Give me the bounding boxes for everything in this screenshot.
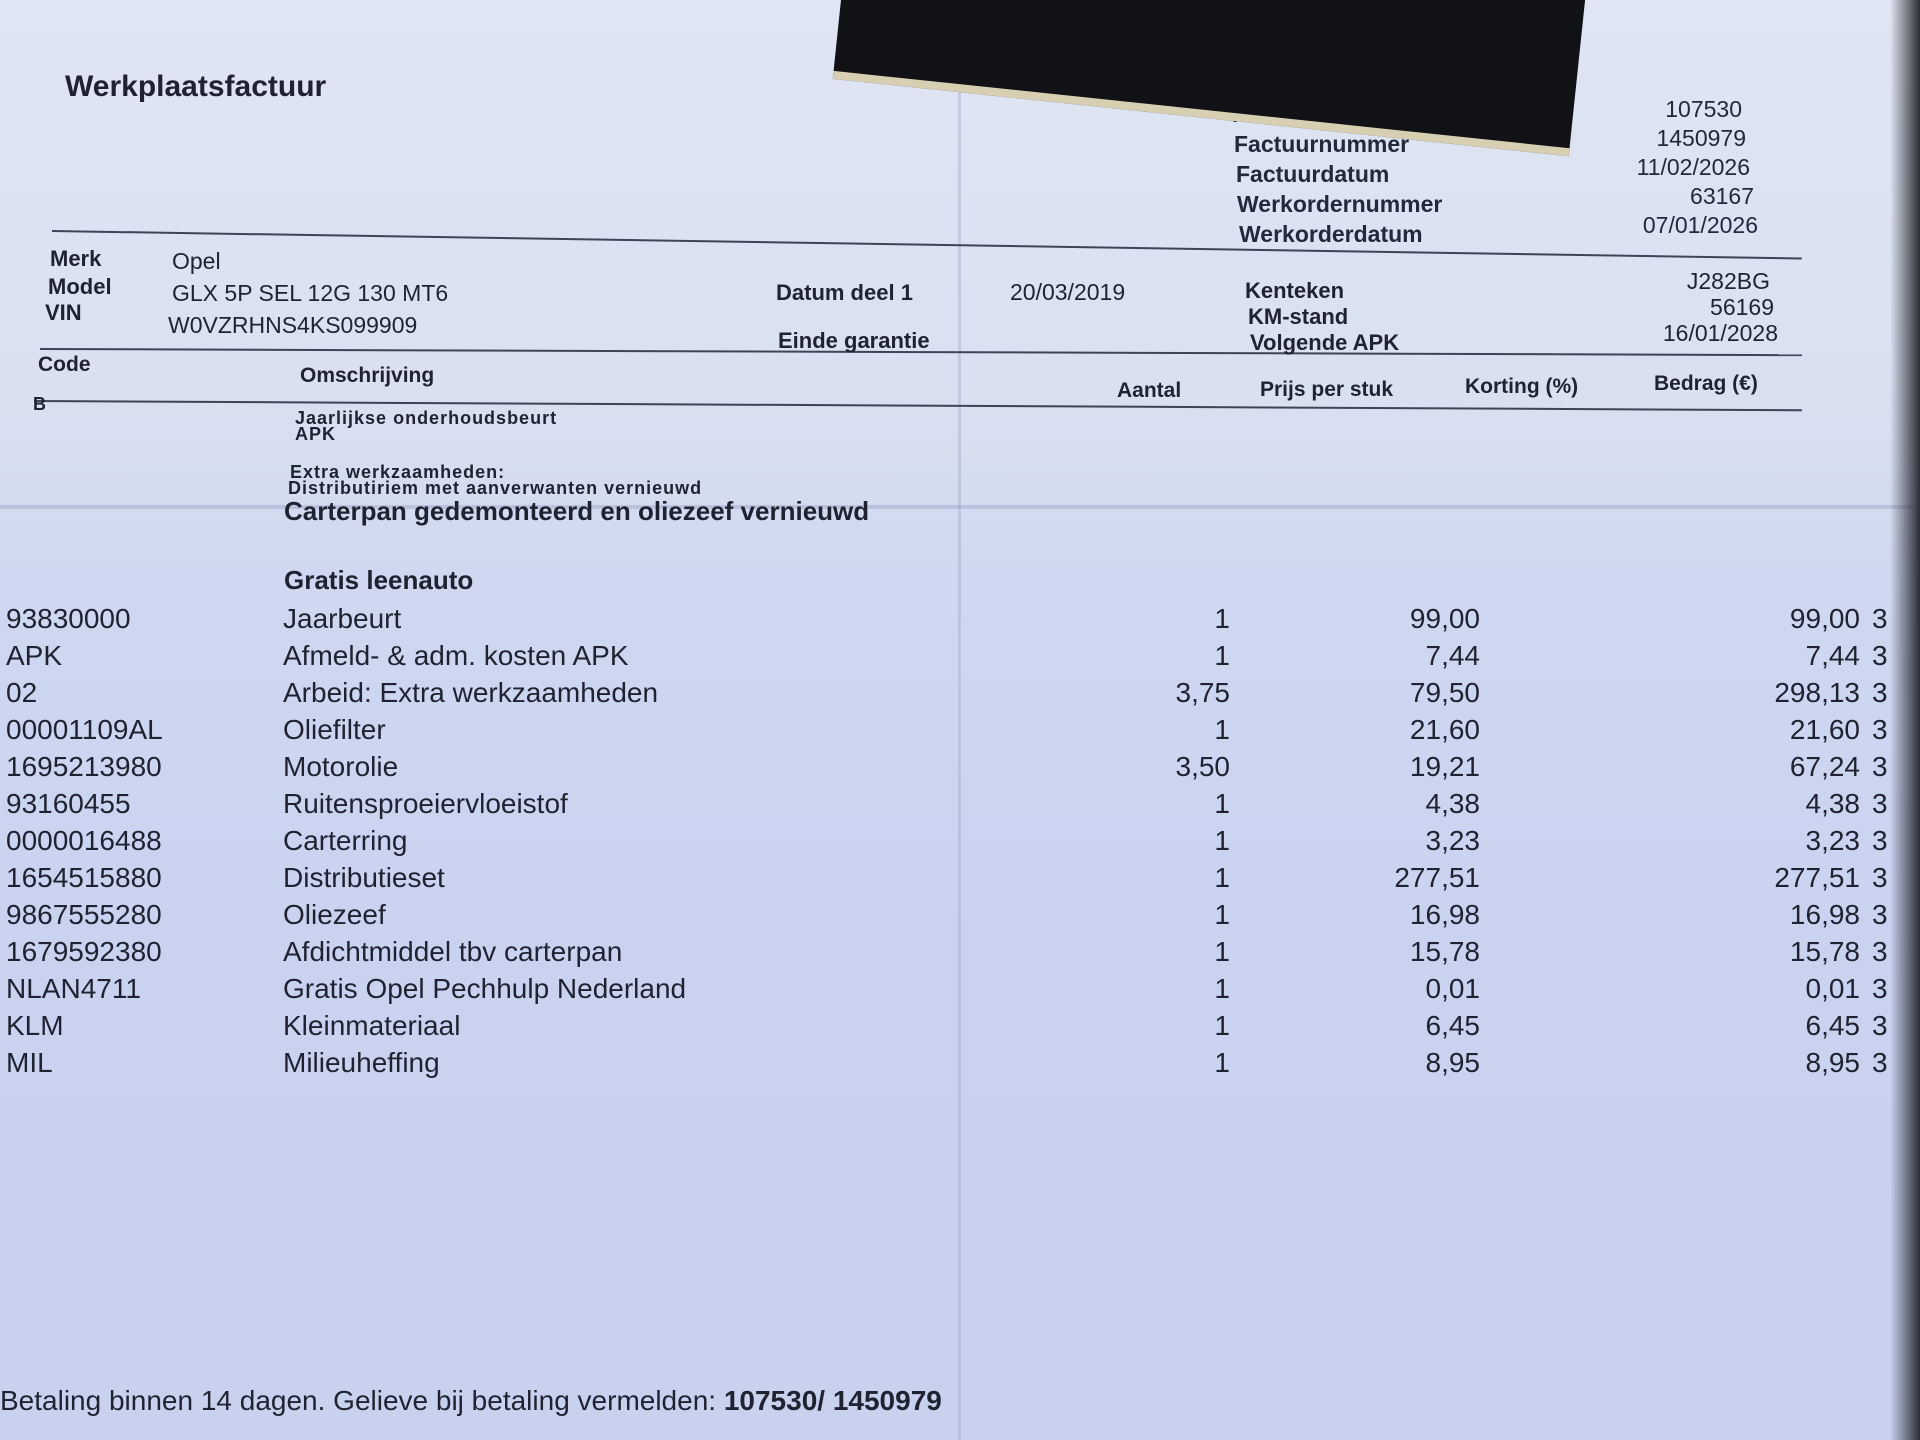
header-value-factuurnummer: 1450979 bbox=[1656, 125, 1746, 151]
line-vat-code: 3 bbox=[1872, 751, 1888, 782]
line-unit-price: 99,00 bbox=[1409, 603, 1480, 634]
line-unit-price: 15,78 bbox=[1409, 936, 1480, 967]
line-code: 1654515880 bbox=[6, 862, 162, 893]
line-code: APK bbox=[6, 640, 63, 671]
job-code: B bbox=[33, 394, 47, 414]
line-quantity: 1 bbox=[1214, 603, 1230, 634]
line-code: 1679592380 bbox=[6, 936, 162, 967]
line-code: 93160455 bbox=[6, 788, 131, 819]
line-vat-code: 3 bbox=[1872, 1047, 1888, 1078]
line-unit-price: 6,45 bbox=[1425, 1010, 1480, 1041]
line-description: Afdichtmiddel tbv carterpan bbox=[283, 936, 623, 967]
column-header-omschrijving: Omschrijving bbox=[300, 364, 435, 387]
line-code: 1695213980 bbox=[6, 751, 162, 782]
line-quantity: 1 bbox=[1214, 714, 1230, 745]
vehicle-value-km-stand: 56169 bbox=[1710, 294, 1774, 320]
table-row bbox=[0, 603, 1920, 639]
line-amount: 21,60 bbox=[1789, 714, 1860, 745]
vehicle-label-einde-garantie: Einde garantie bbox=[778, 328, 930, 353]
line-unit-price: 16,98 bbox=[1409, 899, 1480, 930]
line-amount: 99,00 bbox=[1789, 603, 1860, 634]
line-code: 00001109AL bbox=[6, 714, 163, 745]
line-quantity: 1 bbox=[1214, 1010, 1230, 1041]
line-unit-price: 4,38 bbox=[1425, 788, 1480, 819]
table-row bbox=[0, 1047, 1920, 1083]
job-leenauto: Gratis leenauto bbox=[284, 565, 474, 595]
line-unit-price: 79,50 bbox=[1409, 677, 1480, 708]
header-value-werkordernummer: 63167 bbox=[1690, 183, 1754, 209]
table-row bbox=[0, 788, 1920, 824]
line-unit-price: 3,23 bbox=[1425, 825, 1480, 856]
line-unit-price: 277,51 bbox=[1394, 862, 1480, 893]
column-header-code: Code bbox=[38, 353, 91, 376]
line-description: Distributieset bbox=[283, 862, 445, 893]
vehicle-value-merk: Opel bbox=[172, 248, 221, 274]
line-quantity: 1 bbox=[1214, 899, 1230, 930]
line-unit-price: 19,21 bbox=[1409, 751, 1480, 782]
line-description: Carterring bbox=[283, 825, 408, 856]
line-code: 02 bbox=[6, 677, 38, 708]
line-vat-code: 3 bbox=[1872, 936, 1888, 967]
line-amount: 15,78 bbox=[1789, 936, 1860, 967]
table-row bbox=[0, 862, 1920, 898]
column-header-prijs: Prijs per stuk bbox=[1260, 378, 1394, 401]
line-code: MIL bbox=[6, 1047, 53, 1078]
header-label-factuurnummer: Factuurnummer bbox=[1234, 131, 1410, 157]
vehicle-value-kenteken: J282BG bbox=[1686, 268, 1770, 294]
vehicle-value-datum-deel1: 20/03/2019 bbox=[1010, 279, 1126, 305]
line-description: Motorolie bbox=[283, 751, 399, 782]
table-row bbox=[0, 1010, 1920, 1046]
vehicle-label-kenteken: Kenteken bbox=[1245, 278, 1345, 303]
line-description: Ruitensproeiervloeistof bbox=[283, 788, 568, 819]
line-amount: 4,38 bbox=[1805, 788, 1860, 819]
header-label-factuurdatum: Factuurdatum bbox=[1236, 161, 1390, 187]
line-vat-code: 3 bbox=[1872, 603, 1888, 634]
line-quantity: 1 bbox=[1214, 862, 1230, 893]
job-line-1: Jaarlijkse onderhoudsbeurt bbox=[295, 408, 558, 428]
line-amount: 0,01 bbox=[1805, 973, 1860, 1004]
payment-note-text: Betaling binnen 14 dagen. Gelieve bij betaling vermelden: bbox=[0, 1385, 724, 1416]
line-quantity: 1 bbox=[1214, 936, 1230, 967]
line-quantity: 3,75 bbox=[1175, 677, 1230, 708]
line-amount: 8,95 bbox=[1805, 1047, 1860, 1078]
line-quantity: 1 bbox=[1214, 640, 1230, 671]
line-unit-price: 8,95 bbox=[1425, 1047, 1480, 1078]
line-unit-price: 21,60 bbox=[1409, 714, 1480, 745]
line-quantity: 1 bbox=[1214, 1047, 1230, 1078]
vehicle-label-model: Model bbox=[48, 274, 112, 299]
line-description: Afmeld- & adm. kosten APK bbox=[283, 640, 629, 671]
header-label-werkordernummer: Werkordernummer bbox=[1237, 191, 1443, 217]
table-row bbox=[0, 751, 1920, 787]
line-vat-code: 3 bbox=[1872, 973, 1888, 1004]
line-vat-code: 3 bbox=[1872, 1010, 1888, 1041]
vehicle-label-merk: Merk bbox=[50, 246, 102, 271]
line-vat-code: 3 bbox=[1872, 788, 1888, 819]
header-value-klantnummer: 107530 bbox=[1665, 96, 1742, 122]
vehicle-value-model: GLX 5P SEL 12G 130 MT6 bbox=[172, 280, 449, 306]
header-label-werkorderdatum: Werkorderdatum bbox=[1239, 221, 1423, 247]
line-description: Arbeid: Extra werkzaamheden bbox=[283, 677, 659, 708]
line-quantity: 1 bbox=[1214, 973, 1230, 1004]
line-vat-code: 3 bbox=[1872, 714, 1888, 745]
line-code: KLM bbox=[6, 1010, 64, 1041]
line-quantity: 1 bbox=[1214, 788, 1230, 819]
job-line-2: APK bbox=[295, 424, 337, 444]
column-header-aantal: Aantal bbox=[1117, 379, 1182, 402]
column-header-korting: Korting (%) bbox=[1465, 375, 1579, 398]
vehicle-label-km-stand: KM-stand bbox=[1248, 304, 1349, 329]
payment-reference: 107530/ 1450979 bbox=[723, 1385, 942, 1416]
line-code: 0000016488 bbox=[6, 825, 162, 856]
line-code: 93830000 bbox=[6, 603, 131, 634]
header-value-werkorderdatum: 07/01/2026 bbox=[1642, 212, 1758, 238]
job-extra-line-2: Carterpan gedemonteerd en oliezeef vernieuwd bbox=[284, 496, 870, 526]
line-unit-price: 0,01 bbox=[1425, 973, 1480, 1004]
line-vat-code: 3 bbox=[1872, 899, 1888, 930]
table-row bbox=[0, 973, 1920, 1009]
line-amount: 298,13 bbox=[1774, 677, 1860, 708]
invoice-title: Werkplaatsfactuur bbox=[65, 70, 327, 103]
line-description: Oliefilter bbox=[283, 714, 386, 745]
line-vat-code: 3 bbox=[1872, 640, 1888, 671]
line-description: Milieuheffing bbox=[283, 1047, 440, 1078]
line-vat-code: 3 bbox=[1872, 677, 1888, 708]
line-quantity: 1 bbox=[1214, 825, 1230, 856]
payment-note bbox=[0, 1385, 942, 1417]
vehicle-label-datum-deel1: Datum deel 1 bbox=[776, 280, 913, 305]
vehicle-label-volgende-apk: Volgende APK bbox=[1250, 330, 1400, 355]
line-description: Oliezeef bbox=[283, 899, 386, 930]
line-description: Gratis Opel Pechhulp Nederland bbox=[283, 973, 687, 1004]
line-vat-code: 3 bbox=[1872, 825, 1888, 856]
line-quantity: 3,50 bbox=[1175, 751, 1230, 782]
line-amount: 3,23 bbox=[1805, 825, 1860, 856]
line-unit-price: 7,44 bbox=[1425, 640, 1480, 671]
table-row bbox=[0, 640, 1920, 676]
table-row bbox=[0, 899, 1920, 935]
line-amount: 67,24 bbox=[1789, 751, 1860, 782]
line-vat-code: 3 bbox=[1872, 862, 1888, 893]
line-amount: 6,45 bbox=[1805, 1010, 1860, 1041]
job-extra-label: Extra werkzaamheden: bbox=[290, 462, 506, 482]
vehicle-label-vin: VIN bbox=[45, 300, 82, 325]
table-row bbox=[0, 714, 1920, 750]
line-amount: 7,44 bbox=[1805, 640, 1860, 671]
table-row bbox=[0, 825, 1920, 861]
line-amount: 16,98 bbox=[1789, 899, 1860, 930]
paper-right-edge-shadow bbox=[1890, 0, 1920, 1440]
line-code: NLAN4711 bbox=[6, 973, 141, 1004]
line-description: Jaarbeurt bbox=[283, 603, 402, 634]
job-extra-line-1: Distributiriem met aanverwanten vernieuwd bbox=[288, 478, 703, 498]
line-description: Kleinmateriaal bbox=[283, 1010, 461, 1041]
line-amount: 277,51 bbox=[1774, 862, 1860, 893]
vehicle-value-vin: W0VZRHNS4KS099909 bbox=[168, 312, 418, 338]
table-row bbox=[0, 677, 1920, 713]
column-header-bedrag: Bedrag (€) bbox=[1654, 372, 1758, 395]
divider-top bbox=[52, 230, 1802, 259]
header-value-factuurdatum: 11/02/2026 bbox=[1636, 154, 1750, 180]
vehicle-value-volgende-apk: 16/01/2028 bbox=[1662, 320, 1778, 346]
table-row bbox=[0, 936, 1920, 972]
line-code: 9867555280 bbox=[6, 899, 162, 930]
